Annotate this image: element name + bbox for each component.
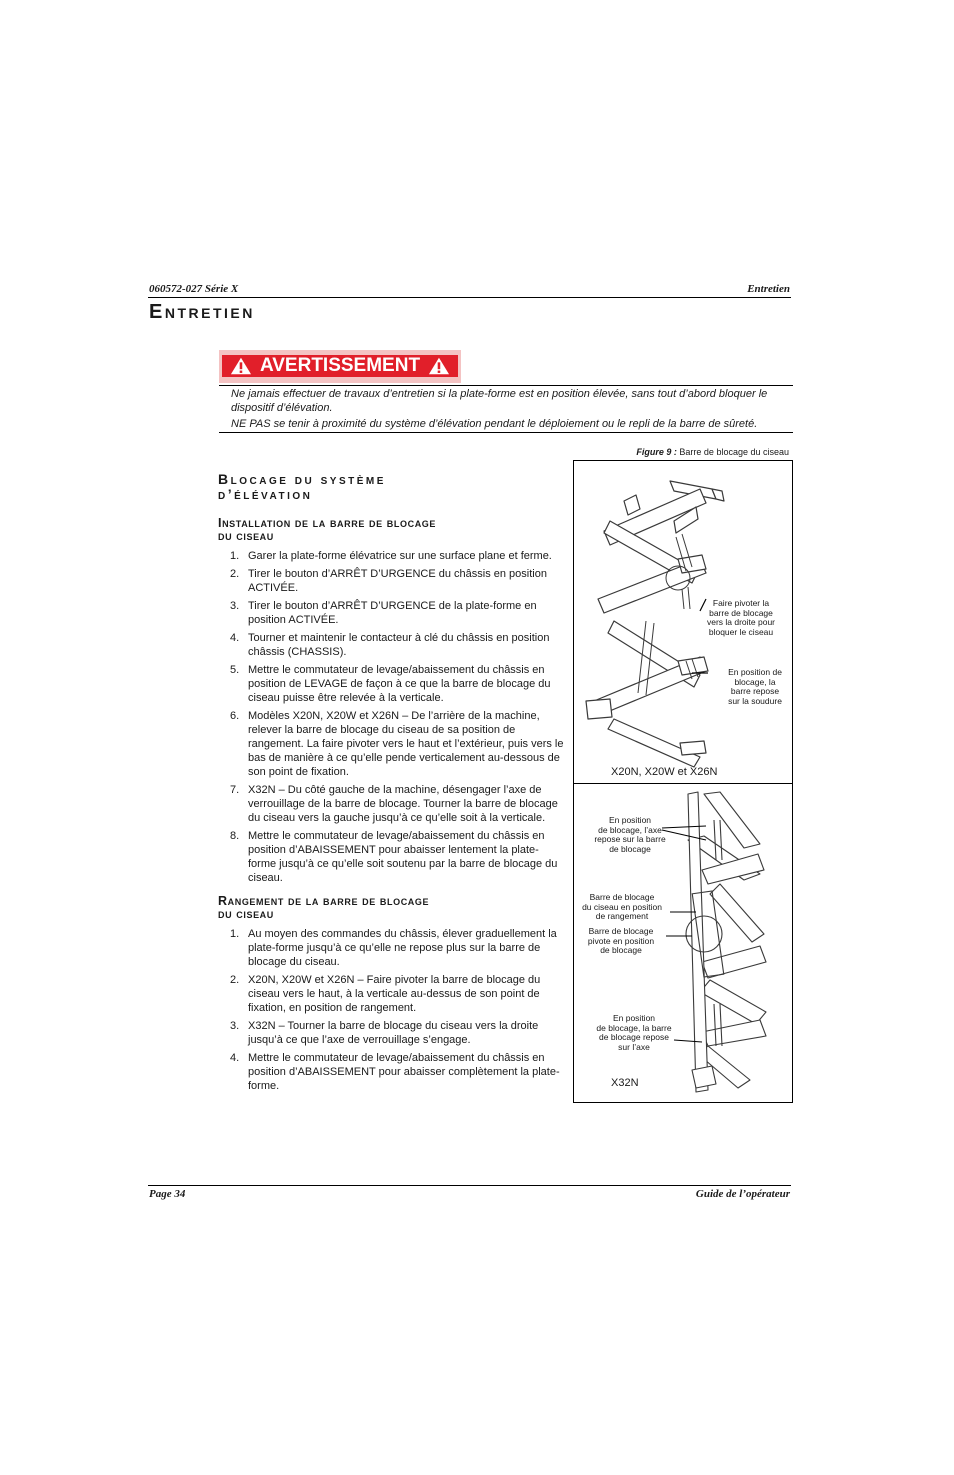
callout-line: de blocage: [609, 843, 651, 854]
installation-title-line: du ciseau: [218, 529, 274, 543]
callout-line: sur la soudure: [728, 695, 782, 706]
callout-line: En position: [608, 815, 652, 825]
step-number: 7.: [230, 784, 240, 796]
callout-note: [696, 599, 786, 637]
callout-line: pivote en position: [587, 935, 655, 946]
list-item: [218, 663, 565, 705]
step-text: Garer la plate-forme élévatrice sur une surface plane et ferme.: [248, 550, 552, 562]
callout-line: de rangement: [595, 911, 649, 921]
header-rule: [148, 297, 791, 298]
step-text: Tirer le bouton d’ARRÊT D’URGENCE du châssis en position ACTIVÉE.: [248, 568, 547, 594]
callout-line: repose sur la barre: [594, 834, 666, 844]
header-section: Entretien: [747, 283, 790, 295]
step-number: 4.: [230, 632, 240, 644]
model-label: X20N, X20W et X26N: [611, 766, 718, 778]
callout-line: En position de: [728, 667, 782, 677]
callout-note: [718, 668, 792, 706]
installation-title: [218, 517, 436, 543]
callout-line: bloquer le ciseau: [708, 626, 774, 637]
callout-note: [574, 893, 670, 922]
header-doc-code: 060572-027 Série X: [149, 283, 239, 295]
model-label: X32N: [611, 1077, 639, 1089]
list-item: [218, 829, 565, 885]
step-number: 8.: [230, 830, 240, 842]
figure-panel-top: [573, 460, 793, 784]
step-text: X32N – Du côté gauche de la machine, désengager l’axe de verrouillage de la barre de blocage. Tourner la barre de blocage du ciseau vers la gauche jusqu’à ce qu’elle soit à la verticale.: [248, 784, 558, 824]
list-item: [218, 927, 565, 969]
step-text: X20N, X20W et X26N – Faire pivoter la barre de blocage du ciseau vers le haut, à la verticale au-dessus de son point de fixation, en position de rangement.: [248, 974, 541, 1014]
callout-line: vers la droite pour: [706, 617, 776, 627]
warning-top-rule: [219, 385, 793, 386]
step-number: 5.: [230, 664, 240, 676]
warning-triangle-icon: [428, 356, 450, 376]
callout-line: Barre de blocage: [589, 892, 655, 902]
callout-line: de blocage: [600, 945, 642, 955]
installation-title-line: Installation de la barre de blocage: [218, 516, 436, 530]
list-item: [218, 709, 565, 779]
callout-note: [576, 927, 666, 956]
callout-line: barre de blocage: [709, 607, 773, 618]
list-item: [218, 549, 565, 563]
figure-caption: [574, 447, 789, 457]
step-number: 1.: [230, 550, 240, 562]
section-title-line: Blocage du système: [218, 471, 386, 487]
step-number: 3.: [230, 600, 240, 612]
step-text: Mettre le commutateur de levage/abaissement du châssis en position de LEVAGE de façon à ce que la barre de blocage du ciseau puisse être relevée à la verticale.: [248, 664, 551, 704]
rangement-title-line: Rangement de la barre de blocage: [218, 894, 430, 908]
warning-bottom-rule: [219, 432, 793, 433]
chapter-title: Entretien: [149, 301, 255, 323]
list-item: [218, 973, 565, 1015]
step-text: Modèles X20N, X20W et X26N – De l’arrière de la machine, relever la barre de blocage du ciseau de sa position de rangement. La faire pivoter vers le haut et l’extérieur, puis vers le bas de manière à ce qu’elle pende verticalement au-dessous de son point de fixation.: [248, 710, 564, 778]
callout-note: [584, 816, 676, 854]
list-item: [218, 567, 565, 595]
callout-line: En position: [612, 1013, 656, 1023]
warning-line: Ne jamais effectuer de travaux d’entretien si la plate-forme est en position élevée, sans tout d’abord bloquer le dispositif d’élévation.: [231, 388, 768, 414]
callout-line: de blocage, la barre: [596, 1022, 672, 1033]
callout-line: du ciseau en position: [582, 901, 662, 912]
section-title-line: d’élévation: [218, 486, 313, 502]
step-number: 2.: [230, 568, 240, 580]
step-number: 2.: [230, 974, 240, 986]
callout-line: sur l’axe: [618, 1041, 650, 1052]
warning-triangle-icon: [230, 356, 252, 376]
step-number: 3.: [230, 1020, 240, 1032]
step-text: Tirer le bouton d’ARRÊT D’URGENCE de la plate-forme en position ACTIVÉE.: [248, 600, 537, 626]
callout-line: Barre de blocage: [588, 926, 654, 936]
callout-line: de blocage repose: [599, 1032, 669, 1042]
step-text: Tourner et maintenir le contacteur à clé du châssis en position châssis (CHASSIS).: [248, 632, 550, 658]
warning-banner: [219, 350, 461, 383]
figure-panel-bottom: [573, 783, 793, 1103]
list-item: [218, 1019, 565, 1047]
step-text: Mettre le commutateur de levage/abaissement du châssis en position d’ABAISSEMENT pour abaisser lentement la plate-forme jusqu’à ce qu’elle soit soutenu par la barre de blocage du ciseau.: [248, 830, 558, 884]
callout-line: barre repose: [730, 686, 780, 696]
callout-note: [588, 1014, 680, 1052]
warning-line: NE PAS se tenir à proximité du système d’élévation pendant le déploiement ou le repli de la barre de sûreté.: [231, 418, 758, 430]
callout-line: Faire pivoter la: [712, 598, 770, 608]
step-text: Mettre le commutateur de levage/abaissement du châssis en position d’ABAISSEMENT pour abaisser complètement la plate-forme.: [248, 1052, 560, 1092]
step-number: 4.: [230, 1052, 240, 1064]
list-item: [218, 631, 565, 659]
list-item: [218, 1051, 565, 1093]
list-item: [218, 599, 565, 627]
installation-steps: [218, 549, 565, 889]
section-title: [218, 472, 386, 502]
footer-rule: [148, 1185, 791, 1186]
warning-label: AVERTISSEMENT: [259, 355, 421, 376]
footer-guide-title: Guide de l’opérateur: [695, 1188, 790, 1200]
callout-line: de blocage, l’axe: [598, 824, 662, 835]
step-number: 1.: [230, 928, 240, 940]
figure-label: Figure 9 :: [636, 447, 677, 457]
step-text: X32N – Tourner la barre de blocage du ciseau vers la droite jusqu’à ce que l’axe de verrouillage s’engage.: [248, 1020, 539, 1046]
figure-caption-text: Barre de blocage du ciseau: [679, 447, 789, 457]
callout-line: blocage, la: [734, 676, 776, 687]
rangement-title-line: du ciseau: [218, 907, 274, 921]
rangement-steps: [218, 927, 565, 1097]
list-item: [218, 783, 565, 825]
step-text: Au moyen des commandes du châssis, élever graduellement la plate-forme jusqu’à ce qu’elle ne repose plus sur la barre de blocage du ciseau.: [248, 928, 557, 968]
step-number: 6.: [230, 710, 240, 722]
rangement-title: [218, 895, 429, 921]
footer-page-number: Page 34: [149, 1188, 186, 1200]
warning-text: [231, 387, 791, 431]
